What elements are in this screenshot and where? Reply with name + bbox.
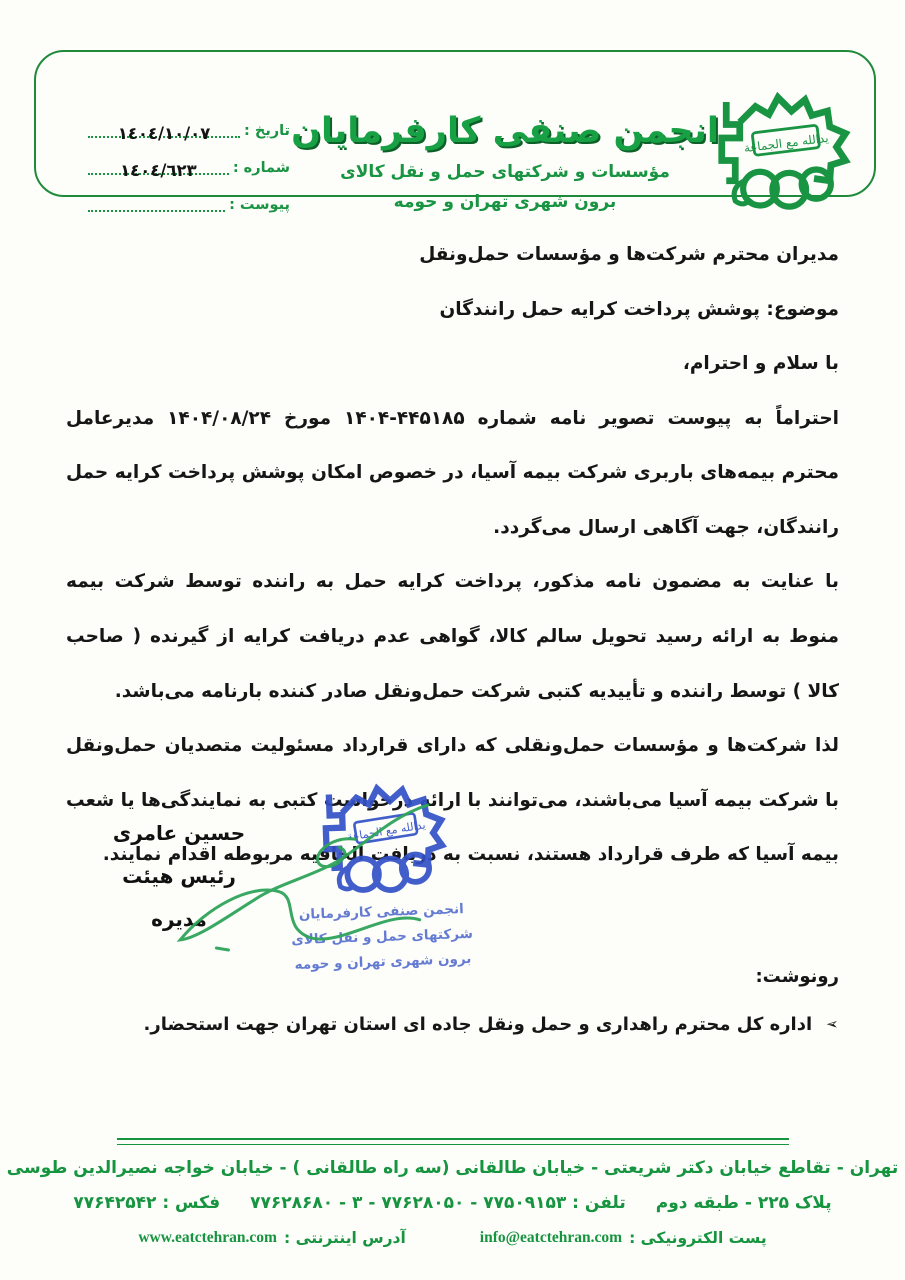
signatory-title: رئیس هیئت مدیره (122, 864, 236, 931)
emblem-calligraphy-text: يدالله مع الجماعة (743, 130, 830, 156)
footer-email-pair (480, 1228, 767, 1248)
footer-fax: فکس : ۷۷۶۴۲۵۴۲ (73, 1193, 221, 1214)
stamp-line-1: انجمن صنفی کارفرمایان (298, 900, 464, 923)
stamp-calligraphy-text: يدالله مع الجماعة (345, 818, 427, 844)
field-row-attachment (88, 190, 290, 212)
body-paragraph-1: احتراماً به پیوست تصویر نامه شماره ⁦۱۴۰۴-۴۴۵۱۸۵⁩ مورخ ۱۴۰۴/۰۸/۲۴ مدیرعامل محترم بیمه‌های باربری شرکت بیمه آسیا، در خصوص امکان پوشش پرداخت کرایه حمل رانندگان، جهت آگاهی ارسال می‌گردد. (66, 407, 839, 538)
association-title-block (284, 110, 726, 211)
number-label: شماره : (232, 159, 290, 176)
copy-section (0, 968, 905, 1037)
footer-address-line: تهران - تقاطع خیابان دکتر شریعتی - خیابان طالقانی (سه راه طالقانی ) - خیابان خواجه نصیرالدین طوسی (6, 1158, 899, 1178)
footer-web-value: www.eatctehran.com (138, 1229, 277, 1247)
date-leader-line (88, 120, 240, 143)
association-title: انجمن صنفی کارفرمایان (291, 111, 719, 151)
association-subtitle-1: مؤسسات و شرکتهای حمل و نقل کالای (340, 162, 670, 182)
attachment-leader-line (88, 194, 225, 212)
number-leader-line (88, 157, 229, 180)
subject-line: موضوع: پوشش پرداخت کرایه حمل رانندگان (439, 298, 839, 320)
letterhead-fields (88, 116, 290, 212)
signatory-name: حسین عامری (112, 821, 246, 845)
copy-item-text: اداره کل محترم راهداری و حمل ونقل جاده ای استان تهران جهت استحضار. (143, 1014, 813, 1035)
emblem-bracket-shape (722, 102, 740, 181)
footer-web-pair (138, 1228, 405, 1248)
stamp-line-3: برون شهری تهران و حومه (294, 950, 472, 973)
handwritten-signature-icon (158, 786, 460, 964)
footer-contact-line (0, 1192, 905, 1214)
stamp-line-2: شرکتهای حمل و نقل کالای (291, 925, 474, 948)
recipient-line: مدیران محترم شرکت‌ها و مؤسسات حمل‌ونقل (419, 244, 839, 265)
copy-item (66, 1012, 839, 1037)
footer-web-line (0, 1228, 905, 1248)
field-row-number (88, 153, 290, 180)
footer-divider (117, 1138, 789, 1145)
date-value: ١٤٠٤/١٠/٠٧ (117, 123, 211, 143)
footer-phone: تلفن : ۷۷۵۰۹۱۵۳ - ۷۷۶۲۸۰۵۰ - ۳ - ۷۷۶۲۸۶۸۰ (250, 1193, 626, 1214)
date-label: تاریخ : (244, 122, 290, 139)
association-subtitle-2: برون شهری تهران و حومه (393, 191, 617, 212)
body-paragraph-3: لذا شرکت‌ها و مؤسسات حمل‌ونقلی که دارای قرارداد مسئولیت متصدیان حمل‌ونقل با شرکت بیمه آسیا می‌باشند، می‌توانند با ارائه درخواست کتبی به نمایندگی‌ها یا شعب بیمه آسیا که طرف قرارداد هستند، نسبت به دریافت الحاقیه مربوطه اقدام نمایند. (66, 735, 839, 866)
copy-heading: رونوشت: (755, 966, 839, 987)
arrow-bullet-icon: ➢ (826, 1015, 839, 1033)
footer-web-label: آدرس اینترنتی : (283, 1229, 406, 1248)
number-value: ١٤٠٤/٦٢٣ (120, 160, 197, 180)
footer (0, 1138, 905, 1248)
association-emblem-icon (688, 84, 868, 217)
attachment-label: پیوست : (229, 196, 290, 213)
footer-plaque: پلاک ۲۲۵ - طبقه دوم (655, 1193, 832, 1214)
footer-email-value: info@eatctehran.com (479, 1229, 623, 1247)
field-row-date (88, 116, 290, 143)
body-paragraph-2: با عنایت به مضمون نامه مذکور، پرداخت کرایه حمل به راننده توسط شرکت بیمه منوط به ارائه رسید تحویل سالم کالا، گواهی عدم دریافت کرایه از گیرنده ( صاحب کالا ) توسط راننده و تأییدیه کتبی شرکت حمل‌ونقل صادر کننده بارنامه می‌باشد. (66, 571, 839, 702)
footer-email-label: پست الکترونیکی : (629, 1229, 767, 1248)
salutation-line: با سلام و احترام، (682, 353, 839, 375)
